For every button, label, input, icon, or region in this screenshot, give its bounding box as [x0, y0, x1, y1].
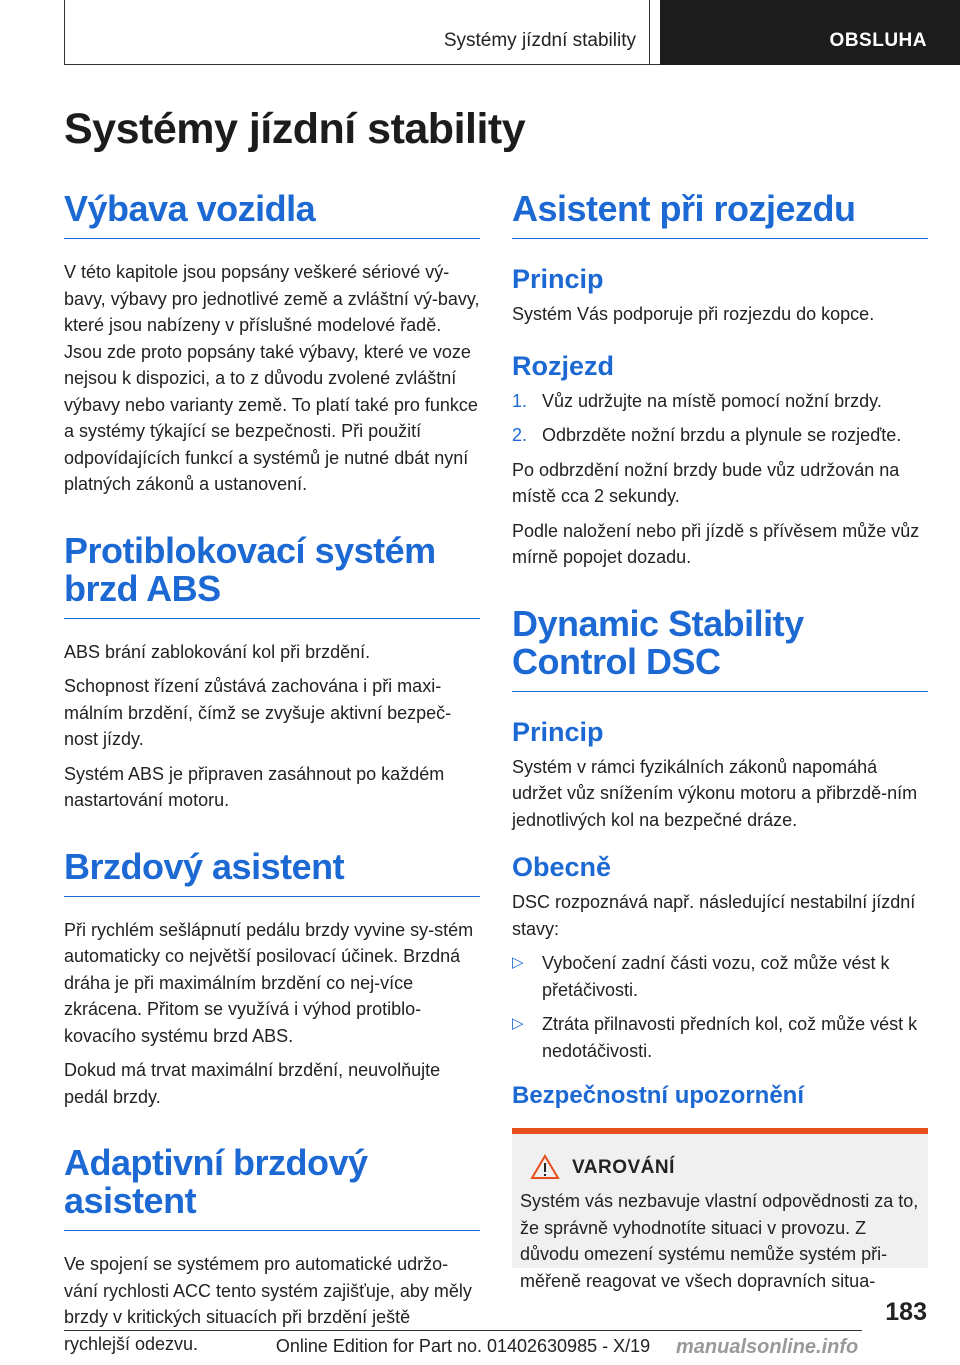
- heading-vybava-vozidla: Výbava vozidla: [64, 190, 480, 239]
- paragraph: V této kapitole jsou popsány veškeré sériové vý-bavy, výbavy pro jednotlivé země a zvláštní vý-bavy, které jsou nabízeny v příslušné modelové řadě. Jsou zde proto popsány také výbavy, které ve voze nejsou k dispozici, a to z důvodu zvolené zvláštní výbavy nebo varianty země. To platí také pro funkce a systémy týkající se bezpečnosti. Při použití odpovídajících funkcí a systémů je nutné dbát nyní platných zákonů a ustanovení.: [64, 262, 480, 494]
- subheading-princip: Princip: [512, 264, 604, 294]
- warning-triangle-icon: [530, 1154, 564, 1182]
- paragraph: Systém Vás podporuje při rozjezdu do kopce.: [512, 304, 875, 324]
- paragraph: Ve spojení se systémem pro automatické udržo-vání rychlosti ACC tento systém zajišťuje, aby měly brzdy v kritických situacích při brzdění ještě rychlejší odezvu.: [64, 1254, 472, 1354]
- triangle-bullet-icon: ▷: [512, 954, 524, 971]
- footer-rule: [64, 1330, 862, 1331]
- heading-dsc: Dynamic Stability Control DSC: [512, 605, 928, 692]
- subheading-princip: Princip: [512, 716, 604, 747]
- heading-adaptivni-brzdovy-asistent: Adaptivní brzdový asistent: [64, 1144, 480, 1231]
- list-item: [512, 422, 928, 449]
- triangle-bullet-icon: ▷: [512, 1015, 524, 1032]
- section-dsc: [512, 602, 928, 1291]
- step-number: 1.: [512, 390, 528, 411]
- warning-text: Systém vás nezbavuje vlastní odpovědnosti za to, že správně vyhodnotíte situaci v provozu. Z důvodu omezení systému nemůže systém při-měřeně reagovat ve všech dopravních situa-: [520, 1191, 919, 1291]
- section-abs: [64, 529, 480, 814]
- paragraph: Systém ABS je připraven zasáhnout po každém nastartování motoru.: [64, 763, 445, 810]
- list-item: [512, 950, 928, 1003]
- step-number: 2.: [512, 425, 528, 445]
- step-text: Odbrzděte nožní brzdu a plynule se rozjeďte.: [542, 425, 902, 445]
- paragraph: Podle naložení nebo při jízdě s přívěsem může vůz mírně popojet dozadu.: [512, 520, 920, 567]
- left-column: [64, 190, 480, 1365]
- warning-header: [520, 1154, 920, 1182]
- heading-asistent-pri-rozjezdu: Asistent při rozjezdu: [512, 190, 928, 239]
- paragraph: Systém v rámci fyzikálních zákonů napomáhá udržet vůz snížením výkonu motoru a přibrzdě-ním jednotlivých kol na bezpečné dráze.: [512, 756, 918, 830]
- section-vybava-vozidla: [64, 190, 480, 498]
- page-number: 183: [885, 1298, 927, 1326]
- section-tab-label: OBSLUHA: [829, 30, 927, 51]
- edition-text: Online Edition for Part no. 01402630985 - X/19: [275, 1336, 651, 1356]
- heading-brzdovy-asistent: Brzdový asistent: [64, 848, 480, 897]
- section-adaptivni-brzdovy-asistent: [64, 1144, 480, 1357]
- heading-abs: Protiblokovací systém brzd ABS: [64, 532, 480, 619]
- watermark: manualsonline.info: [676, 1336, 859, 1358]
- right-column: [512, 188, 928, 1291]
- warning-box: [512, 1128, 928, 1291]
- step-text: Vůz udržujte na místě pomocí nožní brzdy.: [542, 390, 882, 411]
- list-item: [512, 388, 928, 415]
- section-brzdovy-asistent: [64, 845, 480, 1111]
- paragraph: Po odbrzdění nožní brzdy bude vůz udržován na místě cca 2 sekundy.: [512, 459, 900, 506]
- paragraph: Schopnost řízení zůstává zachována i při maxi-málním brzdění, čímž se zvyšuje aktivní bezpeč-nost jízdy.: [64, 676, 452, 749]
- subheading-obecne: Obecně: [512, 852, 612, 882]
- paragraph: Dokud má trvat maximální brzdění, neuvolňujte pedál brzdy.: [64, 1060, 441, 1107]
- subheading-rozjezd: Rozjezd: [512, 350, 615, 381]
- bullet-text: Vybočení zadní části vozu, což může vést k přetáčivosti.: [542, 953, 890, 1000]
- warning-title: VAROVÁNÍ: [572, 1157, 675, 1178]
- list-item: [512, 1011, 928, 1064]
- paragraph: ABS brání zablokování kol při brzdění.: [64, 641, 371, 662]
- bullet-text: Ztráta přilnavosti předních kol, což může vést k nedotáčivosti.: [542, 1014, 918, 1061]
- paragraph: DSC rozpoznává např. následující nestabilní jízdní stavy:: [512, 892, 916, 939]
- paragraph: Při rychlém sešlápnutí pedálu brzdy vyvine sy-stém automaticky co největší posilovací účinek. Brzdná dráha je při maximálním brzdění co nej-více zkrácena. Přitom se využívá i výhod protiblo-kovacího systému brzd ABS.: [64, 919, 474, 1046]
- subheading-bezpecnostni-upozorneni: Bezpečnostní upozornění: [512, 1082, 805, 1109]
- running-header-title: Systémy jízdní stability: [443, 30, 636, 51]
- section-tab: [660, 0, 960, 65]
- page-title: Systémy jízdní stability: [64, 105, 526, 153]
- section-asistent-pri-rozjezdu: [512, 190, 928, 571]
